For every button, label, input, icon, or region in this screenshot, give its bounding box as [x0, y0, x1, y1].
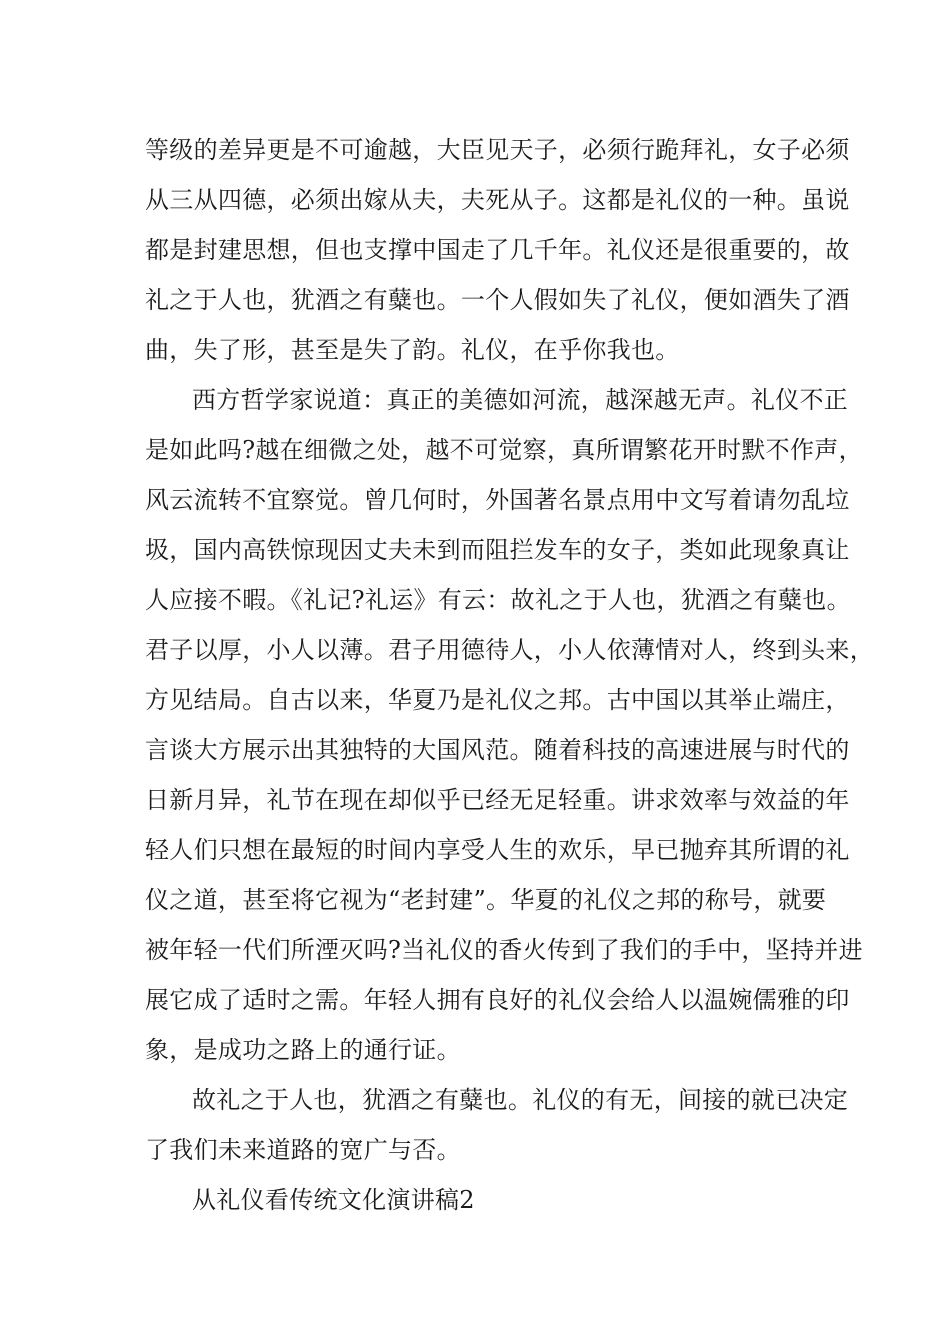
paragraph-2-line-6: 君子以厚，小人以薄。君子用德待人，小人依薄情对人，终到头来， — [145, 636, 874, 664]
paragraph-3-line-2: 了我们未来道路的宽广与否。 — [145, 1136, 461, 1164]
section-heading-line: 从礼仪看传统文化演讲稿2 — [192, 1186, 475, 1214]
paragraph-2-line-2: 是如此吗?越在细微之处，越不可觉察，真所谓繁花开时默不作声， — [145, 436, 863, 464]
paragraph-1-line-4: 礼之于人也，犹酒之有糵也。一个人假如失了礼仪，便如酒失了酒 — [145, 286, 850, 314]
paragraph-2-line-9: 日新月异，礼节在现在却似乎已经无足轻重。讲求效率与效益的年 — [145, 786, 850, 814]
paragraph-3-line-1: 故礼之于人也，犹酒之有糵也。礼仪的有无，间接的就已决定 — [192, 1086, 849, 1114]
paragraph-2-line-5: 人应接不暇。《礼记?礼运》有云：故礼之于人也，犹酒之有糵也。 — [145, 586, 851, 614]
paragraph-2-line-11: 仪之道，甚至将它视为“老封建”。华夏的礼仪之邦的称号，就要 — [145, 886, 827, 914]
paragraph-2-line-7: 方见结局。自古以来，华夏乃是礼仪之邦。古中国以其举止端庄， — [145, 686, 850, 714]
paragraph-2-line-14: 象，是成功之路上的通行证。 — [145, 1036, 461, 1064]
paragraph-1-line-2: 从三从四德，必须出嫁从夫，夫死从子。这都是礼仪的一种。虽说 — [145, 186, 850, 214]
paragraph-1-line-1: 等级的差异更是不可逾越，大臣见天子，必须行跪拜礼，女子必须 — [145, 136, 850, 164]
paragraph-2-line-13: 展它成了适时之需。年轻人拥有良好的礼仪会给人以温婉儒雅的印 — [145, 986, 850, 1014]
paragraph-2-line-10: 轻人们只想在最短的时间内享受人生的欢乐，早已抛弃其所谓的礼 — [145, 836, 850, 864]
paragraph-2-line-1: 西方哲学家说道：真正的美德如河流，越深越无声。礼仪不正 — [192, 386, 849, 414]
paragraph-2-line-12: 被年轻一代们所湮灭吗?当礼仪的香火传到了我们的手中，坚持并进 — [145, 936, 863, 964]
paragraph-1-line-5: 曲，失了形，甚至是失了韵。礼仪，在乎你我也。 — [145, 336, 680, 364]
paragraph-1-line-3: 都是封建思想，但也支撑中国走了几千年。礼仪还是很重要的，故 — [145, 236, 850, 264]
paragraph-2-line-4: 圾，国内高铁惊现因丈夫未到而阻拦发车的女子，类如此现象真让 — [145, 536, 850, 564]
paragraph-2-line-8: 言谈大方展示出其独特的大国风范。随着科技的高速进展与时代的 — [145, 736, 850, 764]
paragraph-2-line-3: 风云流转不宜察觉。曾几何时，外国著名景点用中文写着请勿乱垃 — [145, 486, 850, 514]
